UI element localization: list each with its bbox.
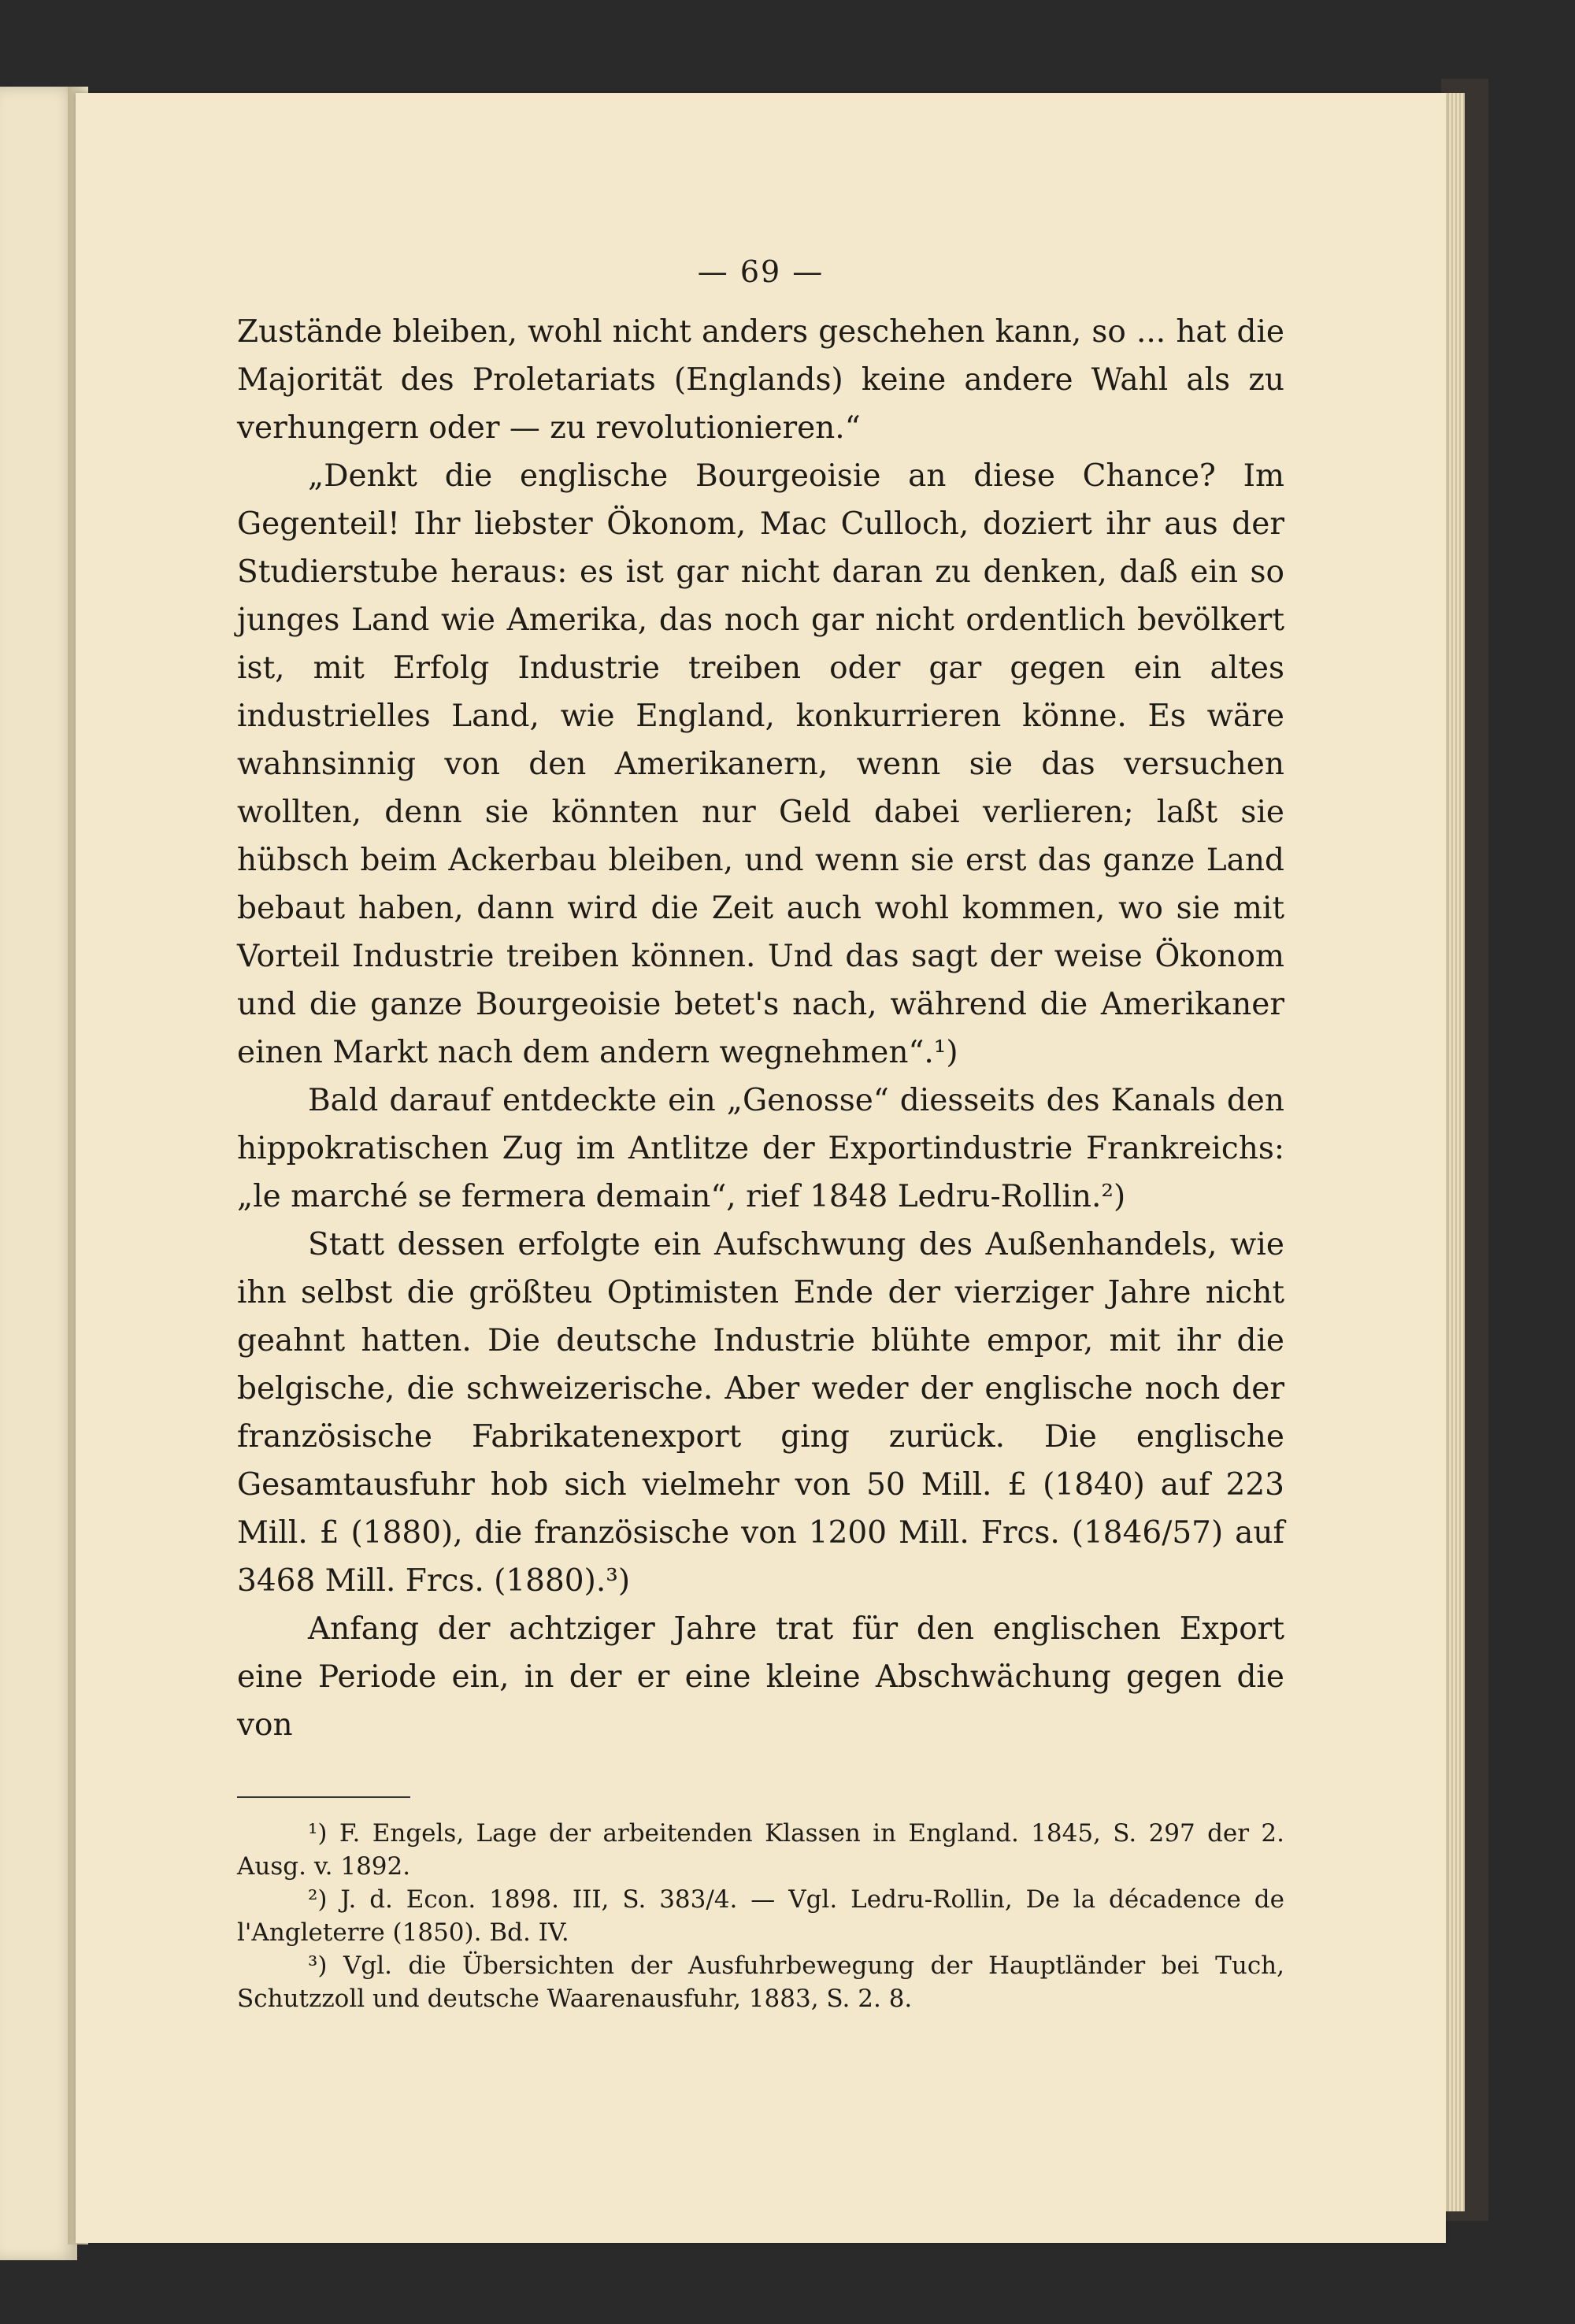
paragraph: Zustände bleiben, wohl nicht anders geschehen kann, so ... hat die Majorität des Proletariats (Englands) keine andere Wahl als zu verhungern oder — zu revolutionieren.“: [237, 314, 1284, 446]
paragraph: Bald darauf entdeckte ein „Genosse“ diesseits des Kanals den hippokratischen Zug im Antlitze der Exportindustrie Frankreichs: „le marché se fermera demain“, rief 1848 Ledru-Rollin.²): [237, 1083, 1284, 1214]
body-text: [237, 308, 1284, 1749]
footnote: ²) J. d. Econ. 1898. III, S. 383/4. — Vgl. Ledru-Rollin, De la décadence de l'Angleterre (1850). Bd. IV.: [237, 1885, 1284, 1947]
page-content: [237, 254, 1284, 2015]
paragraph: „Denkt die englische Bourgeoisie an diese Chance? Im Gegenteil! Ihr liebster Ökonom, Mac Culloch, doziert ihr aus der Studierstube heraus: es ist gar nicht daran zu denken, daß ein so junges Land wie Amerika, das noch gar nicht ordentlich bevölkert ist, mit Erfolg Industrie treiben oder gar gegen ein altes industrielles Land, wie England, konkurrieren könne. Es wäre wahnsinnig von den Amerikanern, wenn sie das versuchen wollten, denn sie könnten nur Geld dabei verlieren; laßt sie hübsch beim Ackerbau bleiben, und wenn sie erst das ganze Land bebaut haben, dann wird die Zeit auch wohl kommen, wo sie mit Vorteil Industrie treiben können. Und das sagt der weise Ökonom und die ganze Bourgeoisie betet's nach, während die Amerikaner einen Markt nach dem andern wegnehmen“.¹): [237, 458, 1284, 1070]
footnotes: [237, 1817, 1284, 2015]
footnote: ¹) F. Engels, Lage der arbeitenden Klassen in England. 1845, S. 297 der 2. Ausg. v. 1892.: [237, 1819, 1284, 1881]
book-page: [76, 93, 1446, 2243]
left-page-edge: [0, 87, 77, 2260]
paragraph: Statt dessen erfolgte ein Aufschwung des Außenhandels, wie ihn selbst die größteu Optimisten Ende der vierziger Jahre nicht geahnt hatten. Die deutsche Industrie blühte empor, mit ihr die belgische, die schweizerische. Aber weder der englische noch der französische Fabrikatenexport ging zurück. Die englische Gesamtausfuhr hob sich vielmehr von 50 Mill. £ (1840) auf 223 Mill. £ (1880), die französische von 1200 Mill. Frcs. (1846/57) auf 3468 Mill. Frcs. (1880).³): [237, 1227, 1284, 1599]
footnote: ³) Vgl. die Übersichten der Ausfuhrbewegung der Hauptländer bei Tuch, Schutzzoll und deutsche Waarenausfuhr, 1883, S. 2. 8.: [237, 1951, 1284, 2013]
paragraph: Anfang der achtziger Jahre trat für den englischen Export eine Periode ein, in der er eine kleine Abschwächung gegen die von: [237, 1611, 1284, 1743]
page-number: — 69 —: [697, 254, 825, 289]
footnote-rule: [237, 1796, 410, 1798]
